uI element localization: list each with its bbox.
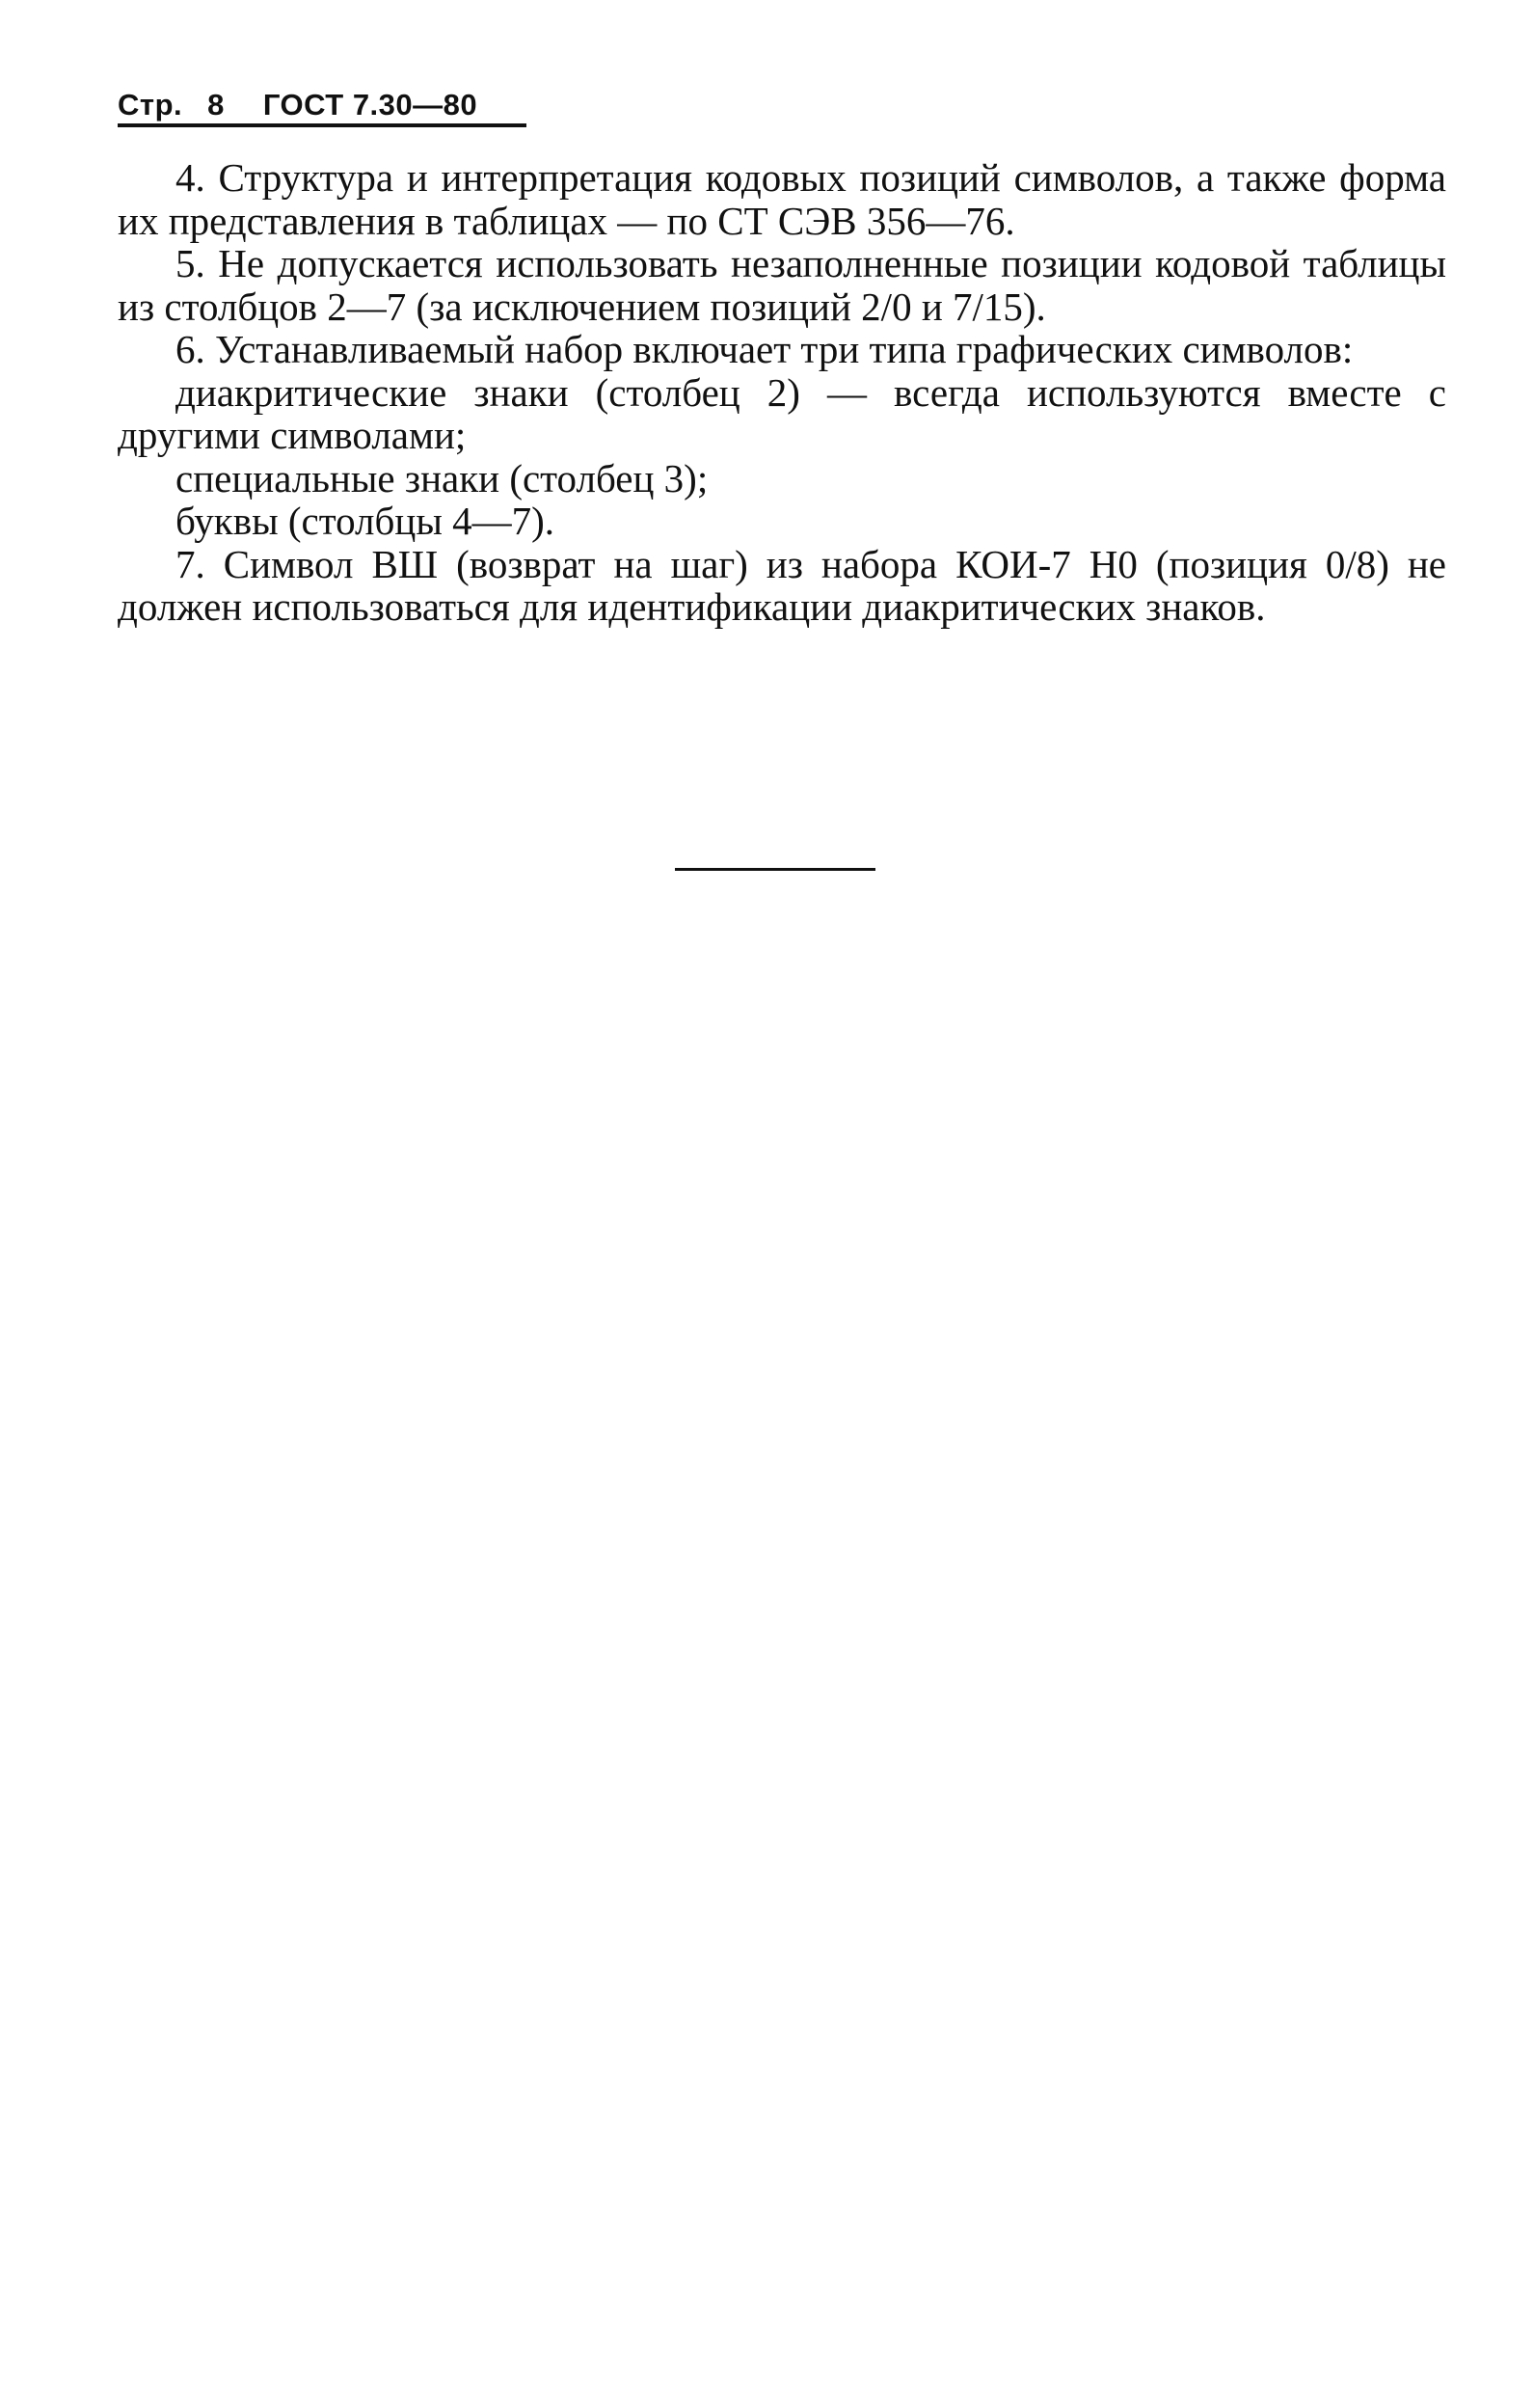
page-number: 8 [207,88,225,122]
body-text [118,156,1446,629]
header-rule [118,123,526,127]
clause-4: 4. Структура и интерпретация кодовых позиций символов, а также форма их представления в таблицах — по СТ СЭВ 356—76. [118,155,1446,243]
running-header [118,66,526,120]
clause-7: 7. Символ ВШ (возврат на шаг) из набора КОИ-7 Н0 (позиция 0/8) не должен использоваться для идентификации диакритических знаков. [118,541,1446,629]
end-rule [675,868,875,871]
clause-6-item-special: специальные знаки (столбец 3); [175,455,709,501]
standard-designation: ГОСТ 7.30—80 [262,88,478,122]
page-label: Стр. [118,88,183,122]
clause-6: 6. Устанавливаемый набор включает три типа графических символов: [175,327,1354,371]
clause-5: 5. Не допускается использовать незаполненные позиции кодовой таблицы из столбцов 2—7 (за исключением позиций 2/0 и 7/15). [118,241,1446,329]
clause-6-item-letters: буквы (столбцы 4—7). [175,499,555,543]
clause-6-item-diacritics: диакритические знаки (столбец 2) — всегда используются вместе с другими символами; [118,369,1446,457]
